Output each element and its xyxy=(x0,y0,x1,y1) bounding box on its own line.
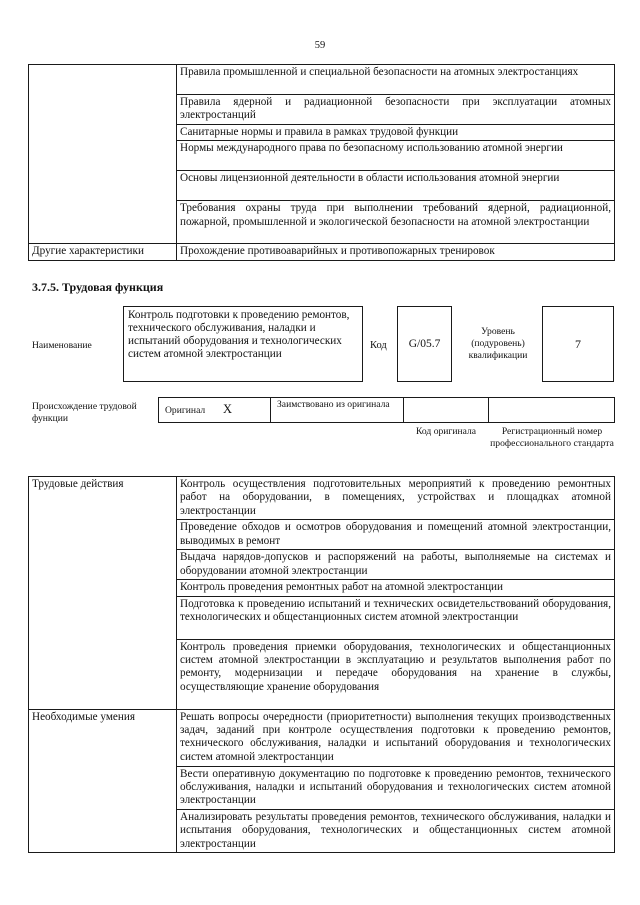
code-label: Код xyxy=(370,340,387,351)
skills-label: Необходимые умения xyxy=(29,709,177,852)
code-original-caption: Код оригинала xyxy=(415,426,477,437)
knowledge-item: Требования охраны труда при выполнении требований ядерной, радиационной, пожарной, промышленной и экологической безопасности на атомной электростанции xyxy=(177,201,615,244)
original-label: Оригинал xyxy=(165,405,206,416)
knowledge-table xyxy=(28,64,615,261)
borrowed-label: Заимствовано из оригинала xyxy=(277,399,390,410)
skill-item: Вести оперативную документацию по подготовке к проведению ремонтов, технического обслуживания, наладки и испытаний оборудования и технологических систем атомной электростанции xyxy=(177,766,615,809)
section-heading: 3.7.5. Трудовая функция xyxy=(32,280,164,294)
skill-item: Анализировать результаты проведения ремонтов, технического обслуживания, наладки и испытания оборудования, технологических и общестанционных систем атомной электростанции xyxy=(177,809,615,852)
actions-table xyxy=(28,476,615,853)
action-item: Выдача нарядов-допусков и распоряжений на работы, выполняемые на системах и оборудовании атомной электростанции xyxy=(177,550,615,580)
other-characteristics-value: Прохождение противоаварийных и противопожарных тренировок xyxy=(177,244,615,260)
knowledge-item: Санитарные нормы и правила в рамках трудовой функции xyxy=(177,125,615,141)
qualification-level-box: 7 xyxy=(542,306,614,382)
table-row xyxy=(29,709,615,766)
knowledge-item: Нормы международного права по безопасному использованию атомной энергии xyxy=(177,141,615,171)
action-item: Проведение обходов и осмотров оборудования и помещений атомной электростанции, выводимых в ремонт xyxy=(177,520,615,550)
action-item: Подготовка к проведению испытаний и технических освидетельствований оборудования, технологических и общестанционных систем атомной электростанции xyxy=(177,596,615,639)
table-row xyxy=(29,244,615,260)
table-row xyxy=(29,477,615,520)
knowledge-item: Основы лицензионной деятельности в области использования атомной энергии xyxy=(177,171,615,201)
origin-label: Происхождение трудовой функции xyxy=(32,401,137,424)
origin-box xyxy=(158,397,615,423)
knowledge-item: Правила ядерной и радиационной безопасности при эксплуатации атомных электростанций xyxy=(177,95,615,125)
skill-item: Решать вопросы очередности (приоритетности) выполнения текущих производственных задач, заданий при контроле осуществления подготовки к проведению ремонтов, технического обслуживания, наладки и испытаний оборудования и технологических систем атомной электростанции xyxy=(177,709,615,766)
action-item: Контроль осуществления подготовительных мероприятий к проведению ремонтных работ на оборудовании, в помещениях, устройствах и площадках атомной электростанции xyxy=(177,477,615,520)
action-item: Контроль проведения приемки оборудования, технологических и общестанционных систем атомной электростанции в эксплуатацию и результатов выполнения работ по ремонту, модернизации и передаче оборудования на хранение в службы, осуществляющие хранение оборудования xyxy=(177,639,615,709)
function-code-box: G/05.7 xyxy=(397,306,452,382)
action-item: Контроль проведения ремонтных работ на атомной электростанции xyxy=(177,580,615,596)
table-row xyxy=(29,65,615,95)
knowledge-label-cell xyxy=(29,65,177,244)
reg-number-caption: Регистрационный номер профессионального стандарта xyxy=(490,426,614,449)
actions-label: Трудовые действия xyxy=(29,477,177,710)
name-label: Наименование xyxy=(32,340,92,351)
page-number: 59 xyxy=(314,40,326,51)
original-mark: X xyxy=(223,402,233,416)
knowledge-item: Правила промышленной и специальной безопасности на атомных электростанциях xyxy=(177,65,615,95)
function-name-box: Контроль подготовки к проведению ремонтов, технического обслуживания, наладки и испытаний оборудования и технологических систем атомной электростанции xyxy=(123,306,363,382)
other-characteristics-label: Другие характеристики xyxy=(29,244,177,260)
code-original-cell xyxy=(403,398,489,422)
qualification-level-label: Уровень (подуровень) квалификации xyxy=(468,326,528,361)
original-cell xyxy=(159,398,271,422)
